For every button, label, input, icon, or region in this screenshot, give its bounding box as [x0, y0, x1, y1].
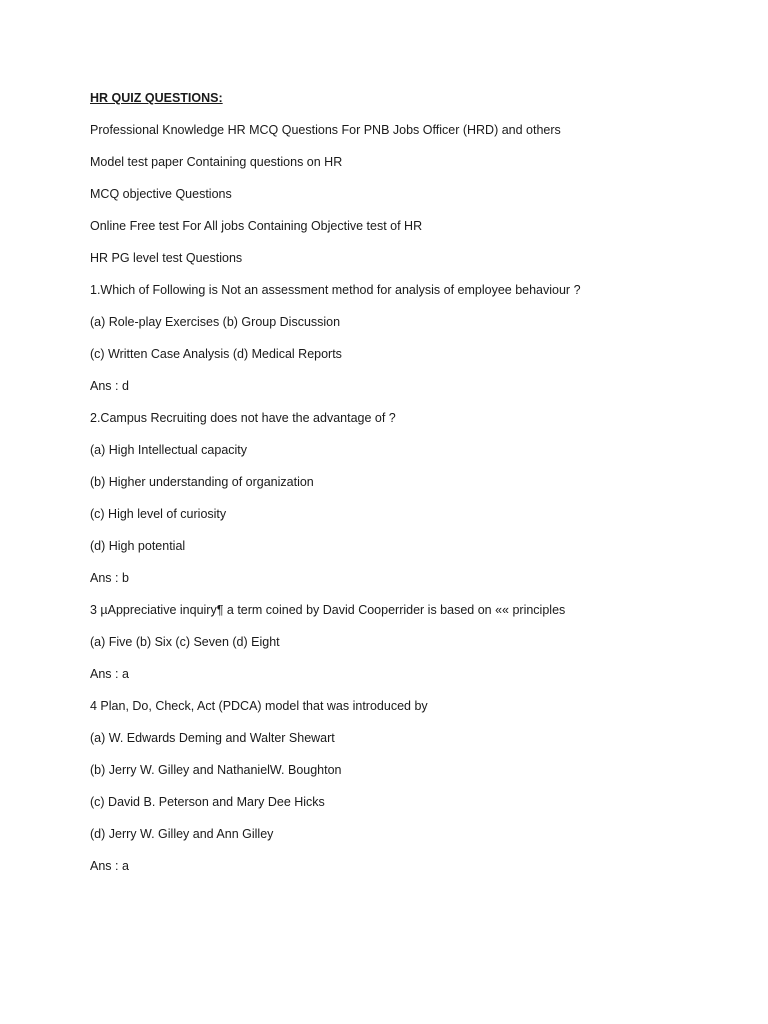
question-text: 1.Which of Following is Not an assessment method for analysis of employee behaviour ? [90, 283, 581, 297]
question-option: (a) Five (b) Six (c) Seven (d) Eight [90, 635, 280, 649]
question-text: 4 Plan, Do, Check, Act (PDCA) model that was introduced by [90, 699, 428, 713]
question-option: (c) High level of curiosity [90, 507, 227, 521]
question-option: (b) Higher understanding of organization [90, 475, 314, 489]
question-answer: Ans : d [90, 379, 129, 393]
question-text: 2.Campus Recruiting does not have the advantage of ? [90, 411, 396, 425]
question-answer: Ans : b [90, 571, 129, 585]
document-title: HR QUIZ QUESTIONS: [90, 91, 223, 105]
question-option: (a) W. Edwards Deming and Walter Shewart [90, 731, 335, 745]
question-option: (a) High Intellectual capacity [90, 443, 248, 457]
question-answer: Ans : a [90, 667, 129, 681]
question-option: (c) Written Case Analysis (d) Medical Reports [90, 347, 342, 361]
intro-line: MCQ objective Questions [90, 187, 232, 201]
question-answer: Ans : a [90, 859, 129, 873]
question-option: (d) High potential [90, 539, 186, 553]
question-option: (a) Role-play Exercises (b) Group Discussion [90, 315, 341, 329]
intro-line: Professional Knowledge HR MCQ Questions For PNB Jobs Officer (HRD) and others [90, 123, 561, 137]
intro-line: Model test paper Containing questions on HR [90, 155, 343, 169]
intro-line: HR PG level test Questions [90, 251, 243, 265]
question-option: (c) David B. Peterson and Mary Dee Hicks [90, 795, 325, 809]
question-option: (b) Jerry W. Gilley and NathanielW. Boughton [90, 763, 342, 777]
question-option: (d) Jerry W. Gilley and Ann Gilley [90, 827, 274, 841]
question-text: 3 µAppreciative inquiry¶ a term coined by David Cooperrider is based on «« principles [90, 603, 566, 617]
intro-line: Online Free test For All jobs Containing Objective test of HR [90, 219, 423, 233]
